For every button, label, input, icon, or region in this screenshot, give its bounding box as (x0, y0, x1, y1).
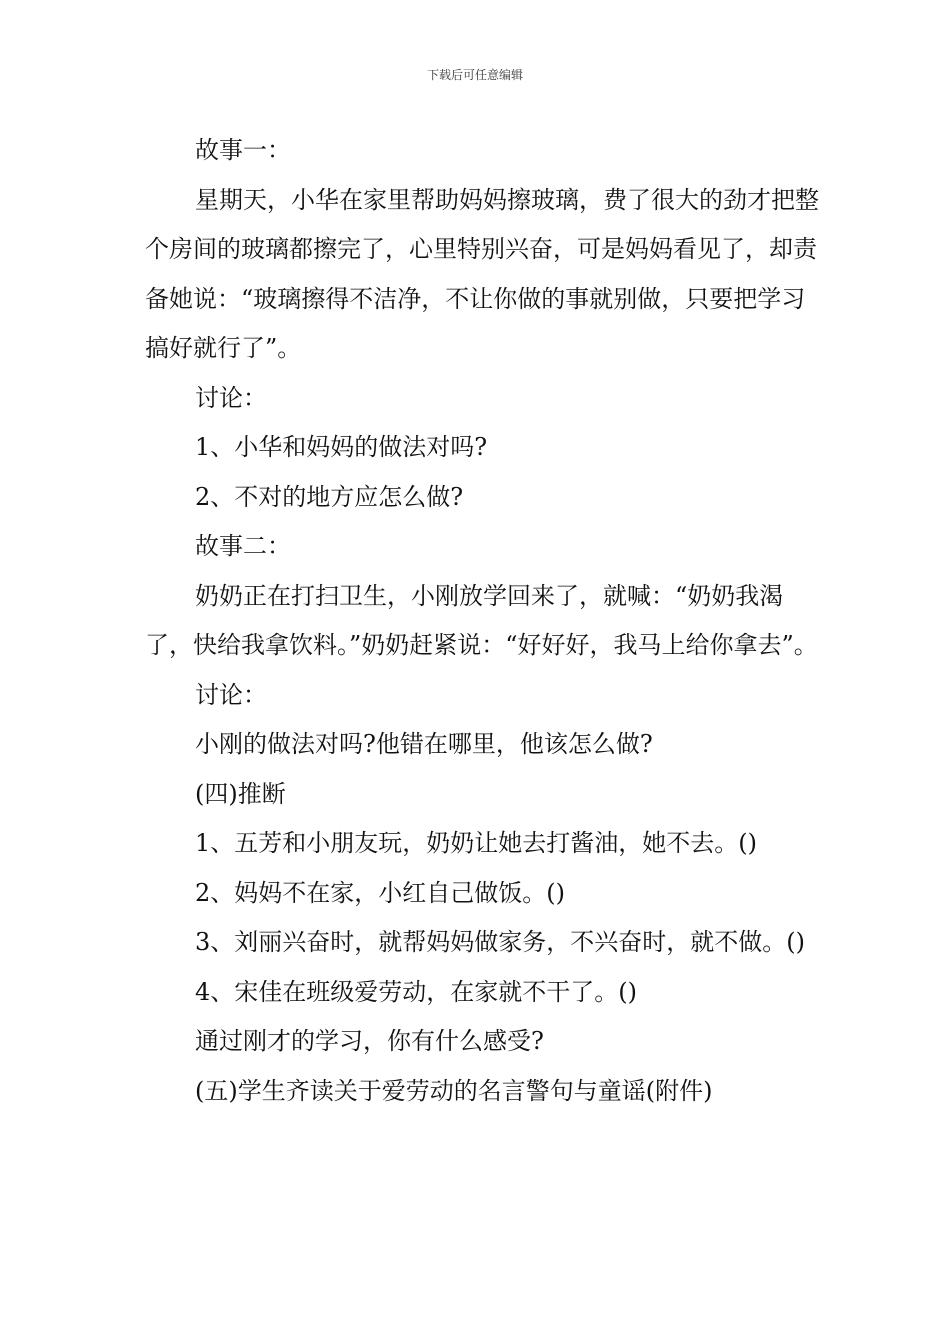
reflection-question: 通过刚才的学习，你有什么感受? (195, 1027, 544, 1055)
page-header: 下载后可任意编辑 (426, 68, 523, 82)
discussion-question: 小刚的做法对吗?他错在哪里，他该怎么做? (195, 730, 653, 758)
judgement-item-3: 3、刘丽兴奋时，就帮妈妈做家务，不兴奋时，就不做。() (195, 928, 805, 956)
document-body (145, 126, 825, 1116)
discussion-label: 讨论： (195, 383, 267, 412)
judgement-item-2: 2、妈妈不在家，小红自己做饭。() (195, 878, 565, 907)
section-heading-reading: (五)学生齐读关于爱劳动的名言警句与童谣(附件) (195, 1076, 713, 1105)
discussion-label: 讨论： (195, 680, 267, 709)
story-one-text: 星期天，小华在家里帮助妈妈擦玻璃，费了很大的劲才把整个房间的玻璃都擦完了，心里特别兴奋，可是妈妈看见了，却责备她说：“玻璃擦得不洁净，不让你做的事就别做，只要把学习搞好就行了”。 (145, 185, 819, 362)
heading-story-two: 故事二： (195, 532, 291, 560)
discussion-question-2: 2、不对的地方应怎么做? (195, 482, 464, 511)
story-two-text: 奶奶正在打扫卫生，小刚放学回来了，就喊：“奶奶我渴了，快给我拿饮料。”奶奶赶紧说：“好好好，我马上给你拿去”。 (145, 581, 818, 659)
judgement-item-1: 1、五芳和小朋友玩，奶奶让她去打酱油，她不去。() (195, 829, 757, 857)
judgement-item-4: 4、宋佳在班级爱劳动，在家就不干了。() (195, 977, 637, 1006)
discussion-question-1: 1、小华和妈妈的做法对吗? (195, 433, 488, 461)
section-heading-judgement: (四)推断 (195, 779, 286, 808)
heading-story-one: 故事一： (195, 136, 291, 164)
